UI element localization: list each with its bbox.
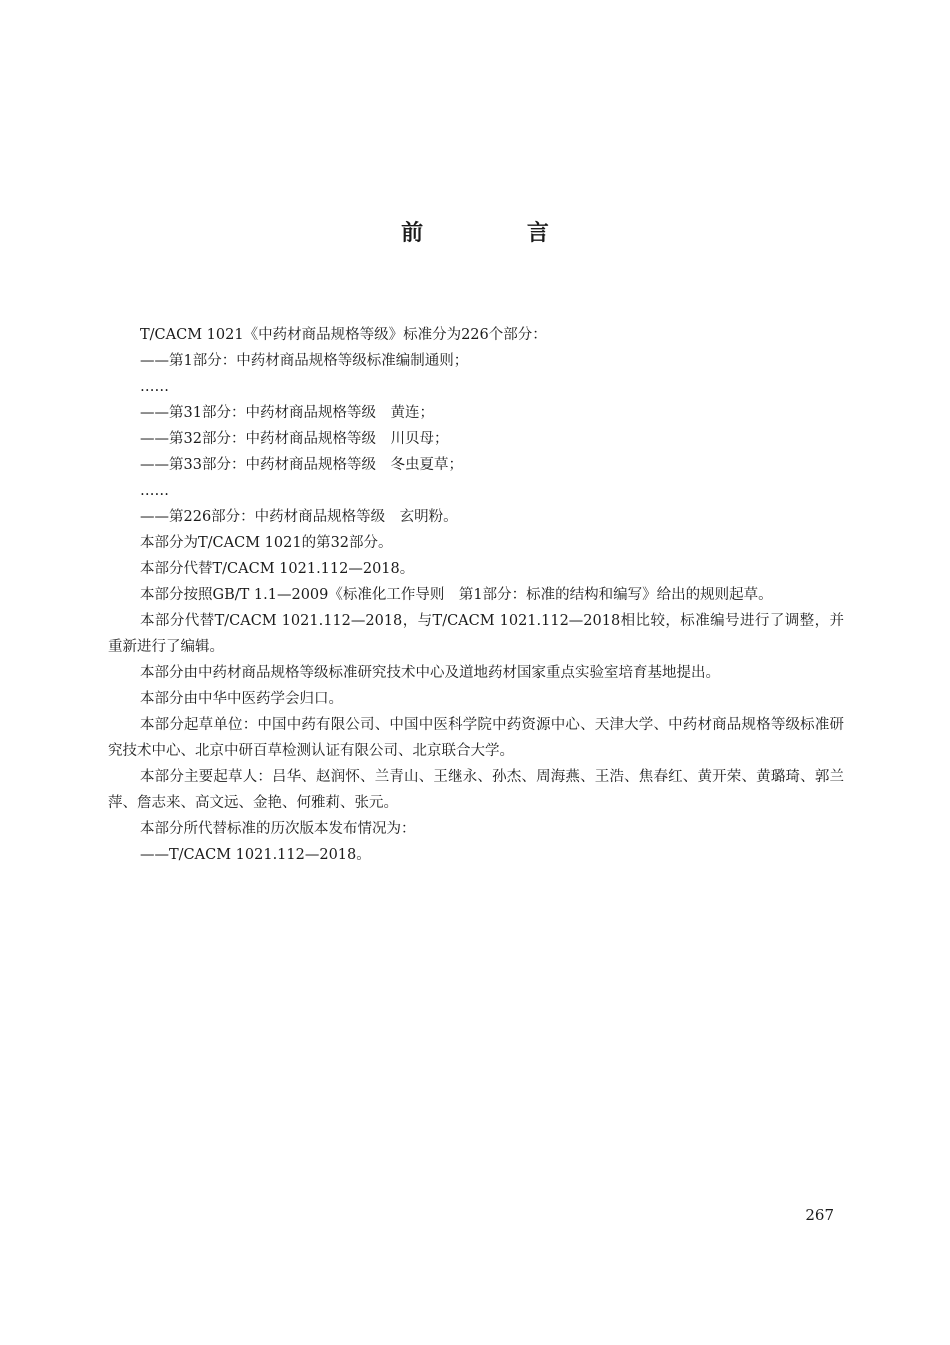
paragraph: 本部分代替T/CACM 1021.112—2018，与T/CACM 1021.112—2018相比较，标准编号进行了调整，并重新进行了编辑。	[108, 613, 844, 655]
page-number: 267	[805, 1206, 834, 1224]
page-title: 前 言	[401, 221, 597, 246]
paragraph: 本部分主要起草人：吕华、赵润怀、兰青山、王继永、孙杰、周海燕、王浩、焦春红、黄开荣、黄璐琦、郭兰萍、詹志来、高文远、金艳、何雅莉、张元。	[108, 769, 844, 811]
paragraph: 本部分由中药材商品规格等级标准研究技术中心及道地药材国家重点实验室培育基地提出。	[140, 665, 720, 681]
paragraph: 本部分代替T/CACM 1021.112—2018。	[140, 561, 415, 577]
paragraph: 本部分所代替标准的历次版本发布情况为：	[140, 821, 416, 837]
paragraph: ——第33部分：中药材商品规格等级 冬虫夏草；	[140, 457, 463, 473]
paragraph: ——T/CACM 1021.112—2018。	[140, 847, 371, 863]
document-body	[108, 322, 844, 868]
paragraph: ——第32部分：中药材商品规格等级 川贝母；	[140, 431, 449, 447]
paragraph: ——第31部分：中药材商品规格等级 黄连；	[140, 405, 434, 421]
paragraph: ——第1部分：中药材商品规格等级标准编制通则；	[140, 353, 469, 369]
paragraph: ——第226部分：中药材商品规格等级 玄明粉。	[140, 509, 458, 525]
paragraph: 本部分为T/CACM 1021的第32部分。	[140, 535, 393, 551]
paragraph: T/CACM 1021《中药材商品规格等级》标准分为226个部分：	[140, 327, 547, 343]
paragraph: 本部分由中华中医药学会归口。	[140, 691, 343, 707]
paragraph: ……	[140, 379, 169, 395]
paragraph: 本部分起草单位：中国中药有限公司、中国中医科学院中药资源中心、天津大学、中药材商品规格等级标准研究技术中心、北京中研百草检测认证有限公司、北京联合大学。	[108, 717, 844, 759]
paragraph: 本部分按照GB/T 1.1—2009《标准化工作导则 第1部分：标准的结构和编写》给出的规则起草。	[140, 587, 773, 603]
paragraph: ……	[140, 483, 169, 499]
